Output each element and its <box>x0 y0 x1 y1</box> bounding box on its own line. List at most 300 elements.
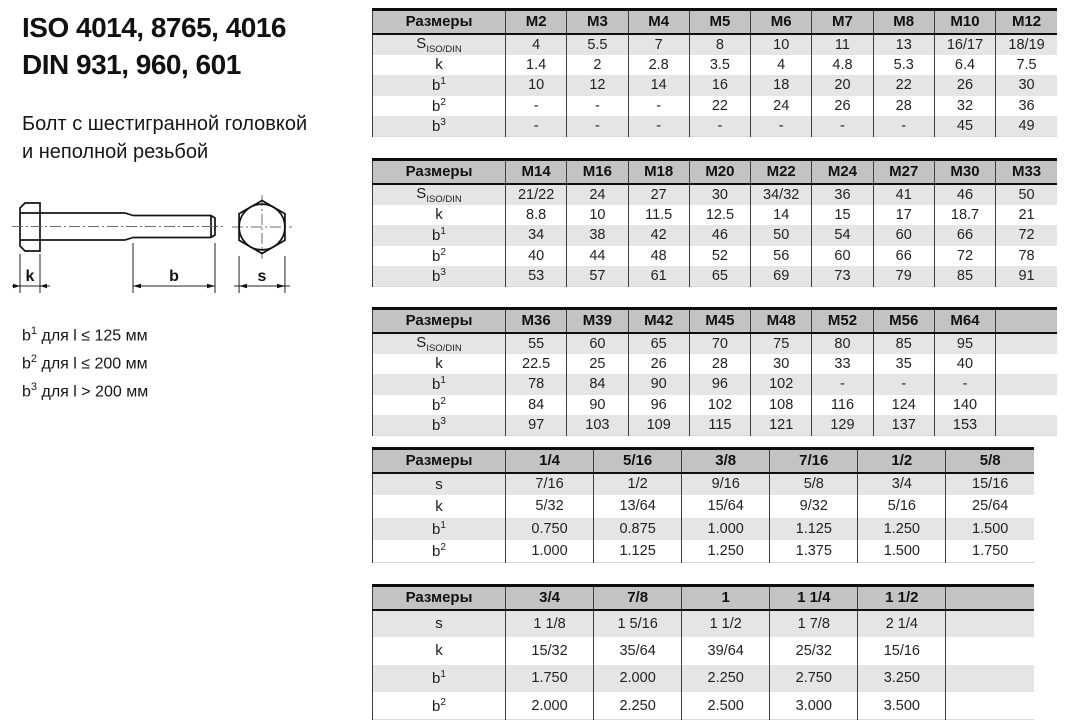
row-label: $S_{ISO/DIN}$ <box>373 34 506 55</box>
value-cell: - <box>628 116 689 137</box>
value-cell: 3/4 <box>858 473 946 496</box>
value-cell: 10 <box>506 75 567 96</box>
row-label: s <box>373 610 506 638</box>
col-header-sizes: Размеры <box>373 449 506 473</box>
table-row <box>373 374 1058 395</box>
col-header-size: M16 <box>567 160 628 184</box>
value-cell <box>946 665 1034 693</box>
row-label: $b^1$ <box>373 518 506 541</box>
value-cell: - <box>628 96 689 117</box>
value-cell: 14 <box>628 75 689 96</box>
value-cell: 2 1/4 <box>858 610 946 638</box>
value-cell: 96 <box>689 374 750 395</box>
row-label: $b^1$ <box>373 75 506 96</box>
value-cell: 54 <box>812 225 873 246</box>
value-cell: 61 <box>628 266 689 287</box>
value-cell: 1.000 <box>682 518 770 541</box>
value-cell: 30 <box>996 75 1057 96</box>
col-header-size: 1/4 <box>506 449 594 473</box>
value-cell: 13 <box>873 34 934 55</box>
value-cell: 8.8 <box>506 205 567 226</box>
value-cell: - <box>506 116 567 137</box>
value-cell: 26 <box>934 75 995 96</box>
value-cell: 95 <box>934 333 995 354</box>
value-cell: 5.5 <box>567 34 628 55</box>
col-header-size: M7 <box>812 10 873 34</box>
col-header-size: M52 <box>812 309 873 333</box>
table-row <box>373 205 1058 226</box>
value-cell: 137 <box>873 415 934 436</box>
table-row <box>373 473 1035 496</box>
value-cell: 140 <box>934 395 995 416</box>
value-cell: 15/64 <box>682 495 770 518</box>
table-header-row <box>373 160 1058 184</box>
col-header-size: M48 <box>751 309 812 333</box>
value-cell: 108 <box>751 395 812 416</box>
value-cell: 2.000 <box>594 665 682 693</box>
table-row <box>373 225 1058 246</box>
table-row <box>373 333 1058 354</box>
value-cell: 15 <box>812 205 873 226</box>
value-cell: 65 <box>689 266 750 287</box>
value-cell: 5/32 <box>506 495 594 518</box>
value-cell: 21/22 <box>506 184 567 205</box>
col-header-size: M2 <box>506 10 567 34</box>
value-cell: - <box>567 116 628 137</box>
row-label: $b^3$ <box>373 116 506 137</box>
col-header-size <box>996 309 1057 333</box>
value-cell: 80 <box>812 333 873 354</box>
value-cell: 25 <box>567 354 628 375</box>
value-cell: 10 <box>567 205 628 226</box>
value-cell: 2.8 <box>628 55 689 76</box>
value-cell: 38 <box>567 225 628 246</box>
col-header-size: 3/4 <box>506 586 594 610</box>
value-cell: 78 <box>996 246 1057 267</box>
value-cell: 9/32 <box>770 495 858 518</box>
value-cell <box>996 333 1057 354</box>
footnote: $b^3$ для l > 200 мм <box>22 380 149 401</box>
col-header-size: M8 <box>873 10 934 34</box>
dim-label-s: s <box>257 268 267 285</box>
col-header-size: M10 <box>934 10 995 34</box>
value-cell: 1 1/8 <box>506 610 594 638</box>
value-cell: 36 <box>812 184 873 205</box>
col-header-size: M42 <box>628 309 689 333</box>
value-cell: 32 <box>934 96 995 117</box>
value-cell: 1.250 <box>682 540 770 563</box>
value-cell: 25/32 <box>770 637 858 665</box>
col-header-sizes: Размеры <box>373 309 506 333</box>
dimension-labels <box>26 268 267 285</box>
col-header-size: M24 <box>812 160 873 184</box>
value-cell: 75 <box>751 333 812 354</box>
col-header-size: M56 <box>873 309 934 333</box>
table-row <box>373 495 1035 518</box>
value-cell: 1.125 <box>594 540 682 563</box>
value-cell: - <box>873 374 934 395</box>
col-header-size: 7/8 <box>594 586 682 610</box>
value-cell: 9/16 <box>682 473 770 496</box>
dimensions-table-2 <box>372 158 1057 287</box>
value-cell: 121 <box>751 415 812 436</box>
value-cell: - <box>689 116 750 137</box>
value-cell: 73 <box>812 266 873 287</box>
value-cell: 16/17 <box>934 34 995 55</box>
col-header-size: M20 <box>689 160 750 184</box>
value-cell: 25/64 <box>946 495 1034 518</box>
row-label: $b^3$ <box>373 266 506 287</box>
value-cell: 24 <box>751 96 812 117</box>
table-row <box>373 116 1058 137</box>
row-label: $S_{ISO/DIN}$ <box>373 333 506 354</box>
row-label: k <box>373 495 506 518</box>
table-row <box>373 354 1058 375</box>
value-cell: 1 5/16 <box>594 610 682 638</box>
footnote: $b^2$ для l ≤ 200 мм <box>22 352 148 373</box>
value-cell: 109 <box>628 415 689 436</box>
value-cell: 3.250 <box>858 665 946 693</box>
col-header-size: 1 1/4 <box>770 586 858 610</box>
value-cell: 153 <box>934 415 995 436</box>
table-row <box>373 395 1058 416</box>
value-cell: 11.5 <box>628 205 689 226</box>
value-cell: 7 <box>628 34 689 55</box>
value-cell: 2.750 <box>770 665 858 693</box>
table-row <box>373 665 1035 693</box>
value-cell: 13/64 <box>594 495 682 518</box>
value-cell: 21 <box>996 205 1057 226</box>
value-cell: 1.500 <box>858 540 946 563</box>
value-cell: 18 <box>751 75 812 96</box>
value-cell <box>996 374 1057 395</box>
left-panel <box>22 10 367 401</box>
col-header-size: M3 <box>567 10 628 34</box>
value-cell: 66 <box>934 225 995 246</box>
subtitle-line-2: и неполной резьбой <box>22 141 209 164</box>
value-cell: 40 <box>506 246 567 267</box>
value-cell: 0.875 <box>594 518 682 541</box>
col-header-sizes: Размеры <box>373 160 506 184</box>
col-header-size: 1 1/2 <box>858 586 946 610</box>
col-header-sizes: Размеры <box>373 586 506 610</box>
value-cell: 1 7/8 <box>770 610 858 638</box>
value-cell: 3.5 <box>689 55 750 76</box>
value-cell: 15/16 <box>946 473 1034 496</box>
title-iso-standards: ISO 4014, 8765, 4016 <box>22 12 286 43</box>
dimension-lines <box>12 243 290 293</box>
title-din-standards: DIN 931, 960, 601 <box>22 48 241 80</box>
value-cell: 10 <box>751 34 812 55</box>
row-label: $b^3$ <box>373 415 506 436</box>
table-row <box>373 184 1058 205</box>
value-cell: 40 <box>934 354 995 375</box>
table-row <box>373 540 1035 563</box>
col-header-size: M33 <box>996 160 1057 184</box>
value-cell: 4 <box>506 34 567 55</box>
value-cell <box>996 395 1057 416</box>
bolt-technical-drawing <box>12 188 322 300</box>
value-cell: 36 <box>996 96 1057 117</box>
row-label: k <box>373 354 506 375</box>
value-cell: - <box>506 96 567 117</box>
footnotes <box>22 322 148 406</box>
col-header-size: M45 <box>689 309 750 333</box>
col-header-size: M27 <box>873 160 934 184</box>
value-cell: 44 <box>567 246 628 267</box>
col-header-size: M39 <box>567 309 628 333</box>
value-cell: 35/64 <box>594 637 682 665</box>
row-label: $b^2$ <box>373 540 506 563</box>
dimensions-table-5 <box>372 584 1034 720</box>
value-cell: 79 <box>873 266 934 287</box>
value-cell: 17 <box>873 205 934 226</box>
value-cell: 84 <box>567 374 628 395</box>
value-cell: 129 <box>812 415 873 436</box>
value-cell: 30 <box>689 184 750 205</box>
value-cell <box>946 637 1034 665</box>
row-label: k <box>373 55 506 76</box>
value-cell <box>996 354 1057 375</box>
value-cell: 0.750 <box>506 518 594 541</box>
col-header-size: 1/2 <box>858 449 946 473</box>
value-cell: 22 <box>689 96 750 117</box>
value-cell: 66 <box>873 246 934 267</box>
col-header-size: M4 <box>628 10 689 34</box>
table-row <box>373 75 1058 96</box>
value-cell: 2.000 <box>506 692 594 720</box>
value-cell: 72 <box>934 246 995 267</box>
value-cell: 45 <box>934 116 995 137</box>
table-row <box>373 610 1035 638</box>
value-cell: 103 <box>567 415 628 436</box>
value-cell: 14 <box>751 205 812 226</box>
table-row <box>373 96 1058 117</box>
row-label: k <box>373 205 506 226</box>
value-cell: 2.500 <box>682 692 770 720</box>
value-cell: 3.000 <box>770 692 858 720</box>
value-cell: 16 <box>689 75 750 96</box>
value-cell: 1.250 <box>858 518 946 541</box>
value-cell: 1 1/2 <box>682 610 770 638</box>
value-cell: 6.4 <box>934 55 995 76</box>
value-cell: 116 <box>812 395 873 416</box>
value-cell: 11 <box>812 34 873 55</box>
value-cell: 90 <box>628 374 689 395</box>
value-cell: 24 <box>567 184 628 205</box>
page-title <box>22 10 367 84</box>
dimensions-table-4 <box>372 447 1034 563</box>
value-cell: 12.5 <box>689 205 750 226</box>
row-label: $b^2$ <box>373 395 506 416</box>
row-label: $b^2$ <box>373 692 506 720</box>
value-cell: 90 <box>567 395 628 416</box>
value-cell: 70 <box>689 333 750 354</box>
row-label: $b^2$ <box>373 246 506 267</box>
value-cell: 27 <box>628 184 689 205</box>
value-cell: 28 <box>873 96 934 117</box>
value-cell: - <box>873 116 934 137</box>
table-row <box>373 692 1035 720</box>
col-header-size: M14 <box>506 160 567 184</box>
col-header-size: M18 <box>628 160 689 184</box>
table-row <box>373 34 1058 55</box>
value-cell: 7/16 <box>506 473 594 496</box>
value-cell: 39/64 <box>682 637 770 665</box>
value-cell: 15/16 <box>858 637 946 665</box>
table-row <box>373 518 1035 541</box>
col-header-size: M64 <box>934 309 995 333</box>
value-cell: 35 <box>873 354 934 375</box>
table-header-row <box>373 10 1058 34</box>
table-row <box>373 246 1058 267</box>
value-cell: 5/16 <box>858 495 946 518</box>
value-cell: 2.250 <box>682 665 770 693</box>
value-cell: 26 <box>628 354 689 375</box>
value-cell: 56 <box>751 246 812 267</box>
value-cell: - <box>751 116 812 137</box>
table-row <box>373 415 1058 436</box>
value-cell: 1.000 <box>506 540 594 563</box>
value-cell: - <box>812 116 873 137</box>
value-cell: 60 <box>812 246 873 267</box>
table-row <box>373 637 1035 665</box>
value-cell: 22 <box>873 75 934 96</box>
col-header-size: 5/8 <box>946 449 1034 473</box>
value-cell: 96 <box>628 395 689 416</box>
value-cell: 84 <box>506 395 567 416</box>
value-cell: 1.4 <box>506 55 567 76</box>
subtitle <box>22 110 367 167</box>
value-cell: 4.8 <box>812 55 873 76</box>
value-cell: 55 <box>506 333 567 354</box>
value-cell: 50 <box>751 225 812 246</box>
row-label: $b^2$ <box>373 96 506 117</box>
value-cell: 2 <box>567 55 628 76</box>
col-header-size: 7/16 <box>770 449 858 473</box>
row-label: $b^1$ <box>373 374 506 395</box>
col-header-size: 1 <box>682 586 770 610</box>
value-cell: 60 <box>873 225 934 246</box>
table-row <box>373 55 1058 76</box>
table-header-row <box>373 449 1035 473</box>
value-cell: 65 <box>628 333 689 354</box>
value-cell: 57 <box>567 266 628 287</box>
value-cell: 46 <box>689 225 750 246</box>
value-cell: 5.3 <box>873 55 934 76</box>
footnote: $b^1$ для l ≤ 125 мм <box>22 325 148 345</box>
value-cell: 4 <box>751 55 812 76</box>
value-cell: - <box>934 374 995 395</box>
value-cell: 102 <box>751 374 812 395</box>
value-cell: 85 <box>873 333 934 354</box>
row-label: $b^1$ <box>373 225 506 246</box>
value-cell: 42 <box>628 225 689 246</box>
value-cell: 26 <box>812 96 873 117</box>
value-cell: 1.375 <box>770 540 858 563</box>
value-cell: 15/32 <box>506 637 594 665</box>
row-label: s <box>373 473 506 496</box>
value-cell: - <box>812 374 873 395</box>
dimensions-table-1 <box>372 8 1057 137</box>
value-cell: 46 <box>934 184 995 205</box>
row-label: $S_{ISO/DIN}$ <box>373 184 506 205</box>
row-label: $b^1$ <box>373 665 506 693</box>
value-cell: 115 <box>689 415 750 436</box>
value-cell: 3.500 <box>858 692 946 720</box>
value-cell: 22.5 <box>506 354 567 375</box>
dim-label-k: k <box>25 268 35 285</box>
col-header-size: M30 <box>934 160 995 184</box>
value-cell: 18/19 <box>996 34 1057 55</box>
value-cell: 49 <box>996 116 1057 137</box>
col-header-size: M5 <box>689 10 750 34</box>
subtitle-line-1: Болт с шестигранной головкой <box>22 112 308 135</box>
value-cell: 102 <box>689 395 750 416</box>
value-cell: 1/2 <box>594 473 682 496</box>
value-cell: 50 <box>996 184 1057 205</box>
table-header-row <box>373 586 1035 610</box>
value-cell: 18.7 <box>934 205 995 226</box>
col-header-size: M36 <box>506 309 567 333</box>
col-header-size: 5/16 <box>594 449 682 473</box>
value-cell: 97 <box>506 415 567 436</box>
col-header-size <box>946 586 1034 610</box>
value-cell: 85 <box>934 266 995 287</box>
value-cell: 1.750 <box>946 540 1034 563</box>
col-header-sizes: Размеры <box>373 10 506 34</box>
col-header-size: 3/8 <box>682 449 770 473</box>
dimensions-table-3 <box>372 307 1057 436</box>
value-cell: 1.500 <box>946 518 1034 541</box>
value-cell: 5/8 <box>770 473 858 496</box>
col-header-size: M12 <box>996 10 1057 34</box>
value-cell: 33 <box>812 354 873 375</box>
table-row <box>373 266 1058 287</box>
value-cell: 28 <box>689 354 750 375</box>
value-cell: - <box>567 96 628 117</box>
value-cell: 48 <box>628 246 689 267</box>
col-header-size: M6 <box>751 10 812 34</box>
value-cell <box>996 415 1057 436</box>
table-header-row <box>373 309 1058 333</box>
value-cell: 53 <box>506 266 567 287</box>
row-label: k <box>373 637 506 665</box>
value-cell: 34/32 <box>751 184 812 205</box>
value-cell: 34 <box>506 225 567 246</box>
dimension-tables-panel <box>372 8 1057 720</box>
value-cell: 30 <box>751 354 812 375</box>
value-cell: 8 <box>689 34 750 55</box>
value-cell: 91 <box>996 266 1057 287</box>
value-cell <box>946 610 1034 638</box>
center-lines <box>12 195 292 259</box>
value-cell: 7.5 <box>996 55 1057 76</box>
value-cell: 52 <box>689 246 750 267</box>
value-cell <box>946 692 1034 720</box>
value-cell: 1.125 <box>770 518 858 541</box>
value-cell: 12 <box>567 75 628 96</box>
value-cell: 20 <box>812 75 873 96</box>
value-cell: 1.750 <box>506 665 594 693</box>
value-cell: 72 <box>996 225 1057 246</box>
value-cell: 124 <box>873 395 934 416</box>
value-cell: 41 <box>873 184 934 205</box>
value-cell: 2.250 <box>594 692 682 720</box>
value-cell: 69 <box>751 266 812 287</box>
col-header-size: M22 <box>751 160 812 184</box>
value-cell: 78 <box>506 374 567 395</box>
